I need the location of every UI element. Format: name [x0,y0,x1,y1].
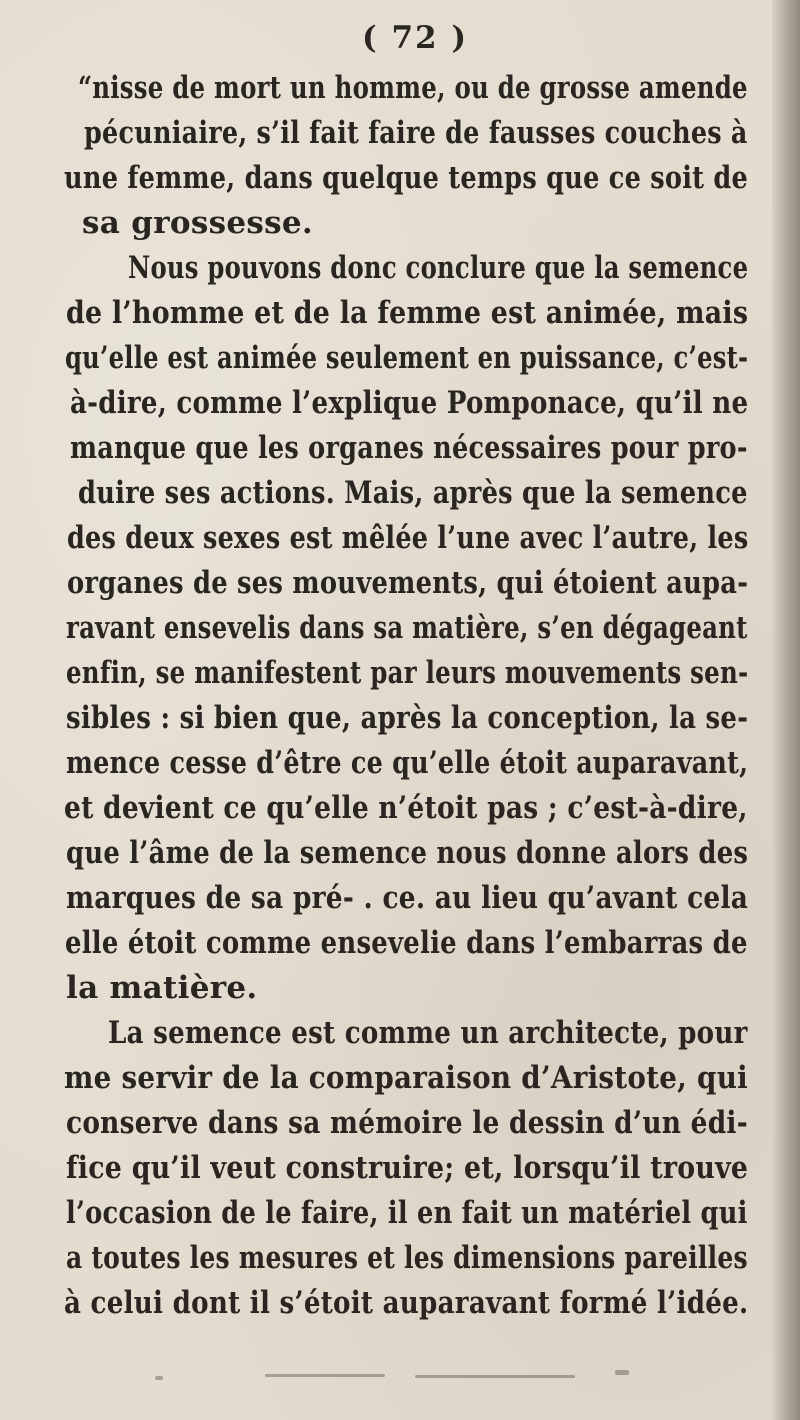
text-line: la matière. [66,970,258,1006]
text-line: qu’elle est animée seulement en puissance, c’est- [65,340,749,376]
text-line: marques de sa pré- . ce. au lieu qu’avant cela [66,880,749,916]
text-line: des deux sexes est mêlée l’une avec l’autre, les [67,520,749,556]
text-line: pécuniaire, s’il fait faire de fausses couches à [84,115,748,151]
text-line: fice qu’il veut construire; et, lorsqu’il trouve [66,1150,749,1186]
text-line: à-dire, comme l’explique Pomponace, qu’il ne [70,385,749,421]
ink-speck [415,1375,575,1378]
text-line: ravant ensevelis dans sa matière, s’en dégageant [66,610,748,646]
text-line: a toutes les mesures et les dimensions pareilles [66,1240,748,1276]
text-line: que l’âme de la semence nous donne alors des [66,835,749,871]
text-line: mence cesse d’être ce qu’elle étoit auparavant, [66,745,749,781]
text-line: “nisse de mort un homme, ou de grosse amende [78,70,748,106]
text-line: sa grossesse. [82,205,313,241]
page-number: ( 72 ) [362,20,469,56]
text-line: à celui dont il s’étoit auparavant formé l’idée. [64,1285,749,1321]
ink-speck [265,1374,385,1377]
text-line: sibles : si bien que, après la conception, la se- [66,700,749,736]
text-line: elle étoit comme ensevelie dans l’embarras de [65,925,748,961]
text-line: La semence est comme un architecte, pour [108,1015,748,1051]
page-edge-shadow [772,0,800,1420]
text-line: de l’homme et de la femme est animée, mais [66,295,749,331]
bleed-through-marks [145,1364,645,1388]
text-line: me servir de la comparaison d’Aristote, qui [64,1060,748,1096]
text-line: duire ses actions. Mais, après que la semence [78,475,748,511]
text-line: l’occasion de le faire, il en fait un matériel qui [66,1195,748,1231]
text-line: manque que les organes nécessaires pour pro- [70,430,748,466]
text-line: une femme, dans quelque temps que ce soit de [64,160,749,196]
text-line: organes de ses mouvements, qui étoient aupa- [67,565,749,601]
text-line: conserve dans sa mémoire le dessin d’un édi- [66,1105,748,1141]
text-line: enfin, se manifestent par leurs mouvements sen- [66,655,749,691]
ink-speck [615,1370,629,1375]
text-line: et devient ce qu’elle n’étoit pas ; c’est-à-dire, [64,790,748,826]
ink-speck [155,1376,163,1380]
text-line: Nous pouvons donc conclure que la semence [128,250,749,286]
